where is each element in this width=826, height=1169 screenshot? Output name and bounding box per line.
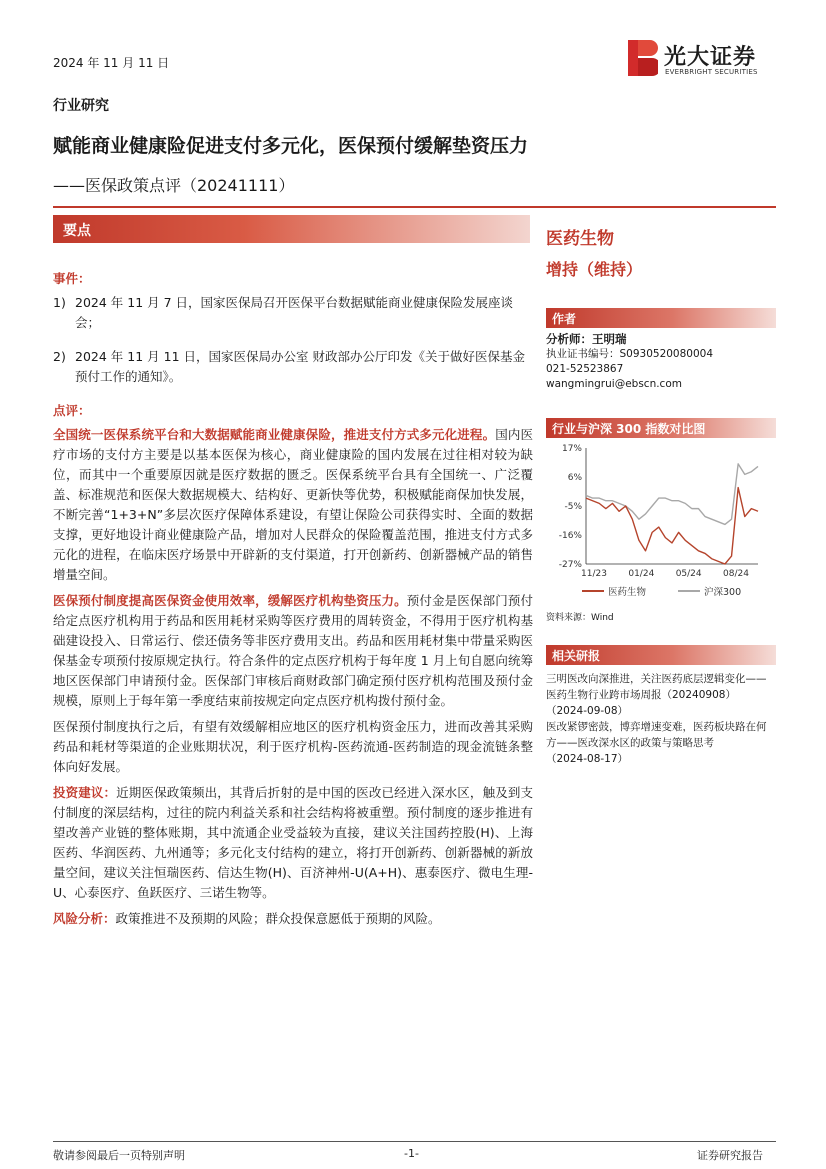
keypoints-label: 要点 [63,223,91,239]
y-tick-label: 6% [567,473,582,483]
chart-legend [582,584,772,601]
paragraph-body: 医保预付制度执行之后，有望有效缓解相应地区的医疗机构资金压力，进而改善其采购药品和耗材等渠道的企业账期状况，利于医疗机构-医药流通-医药制造的现金流链条整体向好发展。 [53,719,533,774]
paragraph-lead: 投资建议： [53,785,117,800]
footer-report-type: 证券研究报告 [697,1149,763,1162]
x-tick-label: 08/24 [723,569,749,579]
event-number: 1) [53,295,66,310]
related-bar [546,645,776,665]
paragraph-body: 国内医疗市场的支付方主要是以基本医保为核心，商业健康险的国内发展在过往相对较为缺位，而其中一个重要原因就是医疗数据的匮乏。医保系统平台具有全国统一、广泛覆盖、标准规范和医保大数据规模大、结构好、更新快等优势，积极赋能商保加快发展，不断完善“1+3+N”多层次医疗保障体系建设，有望让保险公司获得实时、全面的数据支撑，更好地设计商业健康险产品，增加对人民群众的保险覆盖范围，推进支付方式多元化的进程，在临床医疗场景中开辟新的支付渠道，打开创新药、创新器械产品的销售增量空间。 [53,427,533,582]
related-label: 相关研报 [552,649,601,663]
author-label: 作者 [552,312,577,326]
x-tick-label: 11/23 [581,569,607,579]
title-divider [53,206,776,208]
report-category: 行业研究 [53,98,109,114]
x-tick-label: 01/24 [628,569,655,579]
chart-svg [546,438,776,583]
comment-paragraph-3 [53,717,533,777]
everbright-logo-icon [624,38,658,78]
related-reports [546,671,776,767]
phone-number: 021-52523867 [546,363,624,375]
chart-bar [546,418,776,438]
page-number: -1- [404,1147,419,1160]
y-tick-label: -27% [558,560,582,570]
chart-label: 行业与沪深 300 指数对比图 [552,422,706,436]
paragraph-lead: 医保预付制度提高医保资金使用效率，缓解医疗机构垫资压力。 [53,593,407,608]
chart-source: 资料来源：Wind [546,613,614,623]
keypoints-bar [53,215,530,243]
legend-label-sector: 医药生物 [608,587,647,598]
related-report-date: （2024-09-08） [546,705,629,717]
author-info [546,332,776,392]
related-report-title[interactable]: 三明医改向深推进，关注医药底层逻辑变化——医药生物行业跨市场周报（20240908） [546,673,767,701]
email-address: wangmingrui@ebscn.com [546,378,682,390]
series-line-benchmark [586,464,758,525]
logo-name-en: EVERBRIGHT SECURITIES [665,68,758,76]
sector-name: 医药生物 [546,229,614,249]
event-item [53,347,533,387]
y-tick-label: -5% [564,502,582,512]
footer-divider [53,1141,776,1142]
comment-heading: 点评： [53,403,91,418]
comment-paragraph-1 [53,425,533,585]
paragraph-body: 预付金是医保部门预付给定点医疗机构用于药品和医用耗材采购等医疗费用的周转资金，不得用于医疗机构基础建设投入、日常运行、偿还债务等非医疗费用支出。药品和医用耗材集中带量采购医保基金专项预付按原规定执行。符合条件的定点医疗机构于每年度 1 月上旬自愿向统筹地区医保部门申请预付金。医保部门审核后商财政部门确定预付医疗机构范围及预付金规模，原则上于每年第一季度结束前按规定向定点医疗机构拨付预付金。 [53,593,533,708]
related-report-title[interactable]: 医改紧锣密鼓，博弈增速变难，医药板块路在何方——医改深水区的政策与策略思考 [546,721,767,749]
investment-advice [53,783,533,903]
analyst-name: 分析师：王明瑞 [546,332,627,346]
logo-name-cn: 光大证券 [664,45,757,70]
series-line-sector [586,488,758,564]
legend-label-benchmark: 沪深300 [704,587,742,598]
legend-svg [582,584,772,598]
events-heading: 事件： [53,271,91,286]
sidebar [546,224,776,767]
paragraph-lead: 全国统一医保系统平台和大数据赋能商业健康保险，推进支付方式多元化进程。 [53,427,496,442]
paragraph-body: 政策推进不及预期的风险；群众投保意愿低于预期的风险。 [115,911,441,926]
report-title: 赋能商业健康险促进支付多元化，医保预付缓解垫资压力 [53,135,529,157]
sector-rating: 增持（维持） [546,260,643,279]
event-item [53,293,533,333]
x-tick-label: 05/24 [675,569,702,579]
author-bar [546,308,776,328]
y-tick-label: -16% [558,531,582,541]
report-date: 2024 年 11 月 11 日 [53,56,170,70]
brand-logo [624,38,784,82]
paragraph-body: 近期医保政策频出，其背后折射的是中国的医改已经进入深水区，触及到支付制度的深层结构，过往的院内利益关系和社会结构将被重塑。预付制度的逐步推进有望改善产业链的整体账期，其中流通企业受益较为直接，建议关注国药控股(H)、上海医药、华润医药、九州通等；多元化支付结构的建立，将打开创新药、创新器械的新放量空间，建议关注恒瑞医药、信达生物(H)、百济神州-U(A+H)、惠泰医疗、微电生理-U、心泰医疗、鱼跃医疗、三诺生物等。 [53,785,533,900]
report-subtitle: ——医保政策点评（20241111） [53,176,295,195]
risk-analysis [53,909,533,929]
event-text: 2024 年 11 月 7 日，国家医保局召开医保平台数据赋能商业健康保险发展座谈会； [75,295,514,330]
footer-disclaimer: 敬请参阅最后一页特别声明 [53,1149,185,1162]
event-text: 2024 年 11 月 11 日，国家医保局办公室 财政部办公厅印发《关于做好医保基金预付工作的通知》。 [75,349,525,384]
license-number: 执业证书编号：S0930520080004 [546,348,714,360]
paragraph-lead: 风险分析： [53,911,116,926]
comment-paragraph-2 [53,591,533,711]
related-report-date: （2024-08-17） [546,753,629,765]
main-content [53,263,533,935]
event-number: 2) [53,349,66,364]
index-comparison-chart [546,438,776,608]
y-tick-label: 17% [561,444,582,454]
